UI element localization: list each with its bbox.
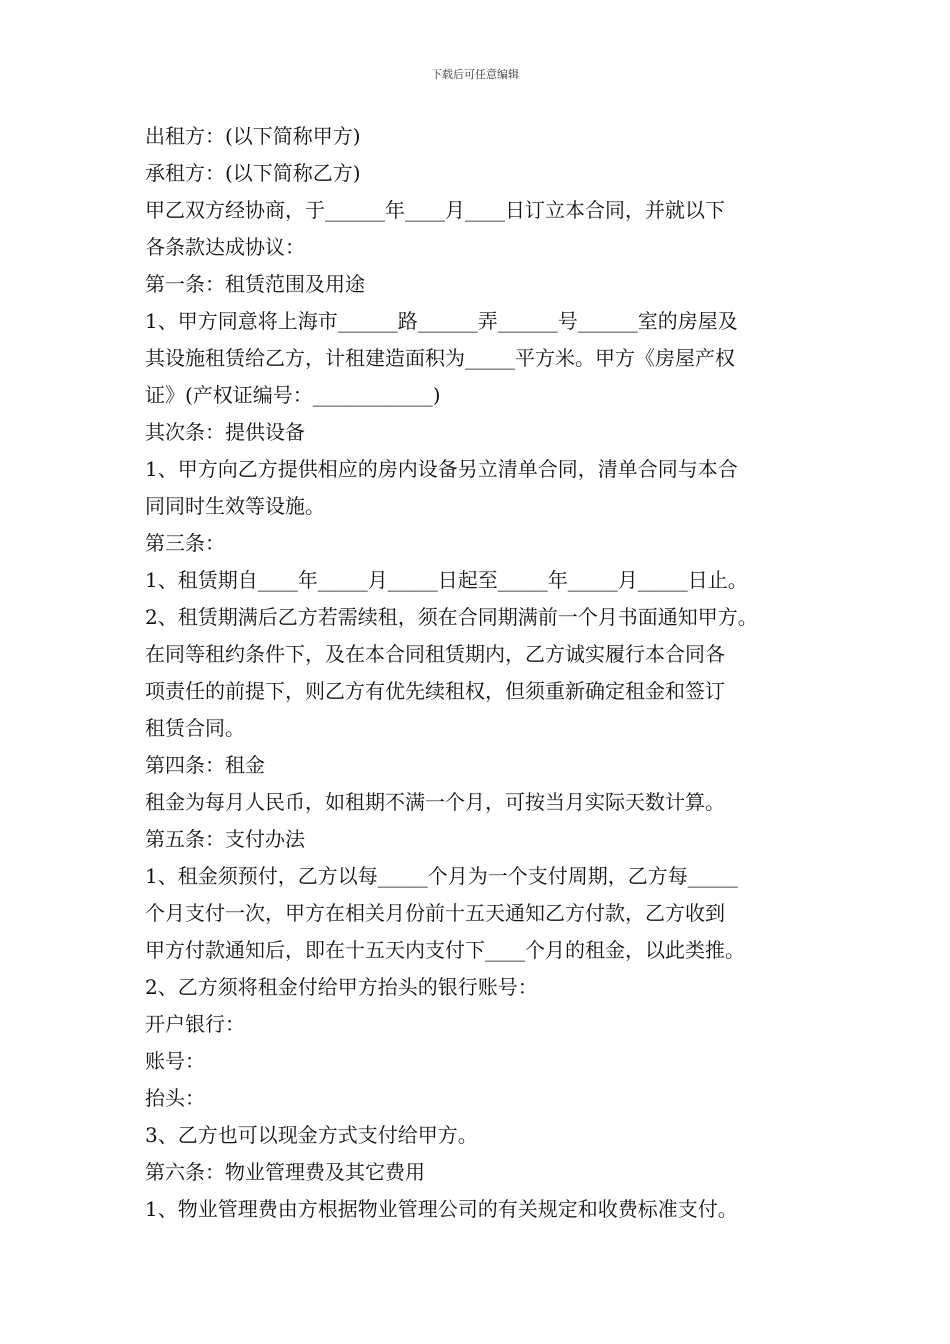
article-5-text: 甲方付款通知后，即在十五天内支付下____个月的租金，以此类推。 — [145, 938, 745, 962]
page-header: 下载后可任意编辑 — [431, 68, 519, 81]
lessor-line: 出租方：(以下简称甲方) — [145, 124, 361, 148]
article-5-text: 个月支付一次，甲方在相关月份前十五天通知乙方付款，乙方收到 — [145, 901, 725, 925]
article-5-text: 1、租金须预付，乙方以每_____个月为一个支付周期，乙方每_____ — [145, 864, 738, 888]
agreement-intro-line: 甲乙双方经协商，于______年____月____日订立本合同，并就以下 — [145, 198, 725, 222]
article-3-text: 在同等租约条件下，及在本合同租赁期内，乙方诚实履行本合同各 — [145, 642, 725, 666]
agreement-intro-line: 各条款达成协议： — [145, 235, 305, 259]
article-5-text: 3、乙方也可以现金方式支付给甲方。 — [145, 1123, 478, 1147]
article-2-heading: 其次条：提供设备 — [145, 420, 305, 444]
document-body — [145, 118, 835, 1228]
article-4-text: 租金为每月人民币，如租期不满一个月，可按当月实际天数计算。 — [145, 790, 725, 814]
article-6-text: 1、物业管理费由方根据物业管理公司的有关规定和收费标准支付。 — [145, 1197, 738, 1221]
account-number-line: 账号： — [145, 1049, 205, 1073]
article-4-heading: 第四条：租金 — [145, 753, 265, 777]
article-1-text: 证》(产权证编号：____________) — [145, 383, 441, 407]
article-1-text: 其设施租赁给乙方，计租建造面积为_____平方米。甲方《房屋产权 — [145, 346, 735, 370]
article-1-text: 1、甲方同意将上海市______路______弄______号______室的房屋及 — [145, 309, 738, 333]
article-3-text: 项责任的前提下，则乙方有优先续租权，但须重新确定租金和签订 — [145, 679, 725, 703]
lessee-line: 承租方：(以下简称乙方) — [145, 161, 361, 185]
article-2-text: 同同时生效等设施。 — [145, 494, 325, 518]
article-3-text: 2、租赁期满后乙方若需续租，须在合同期满前一个月书面通知甲方。 — [145, 605, 758, 629]
article-6-heading: 第六条：物业管理费及其它费用 — [145, 1160, 425, 1184]
article-3-heading: 第三条： — [145, 531, 225, 555]
bank-name-line: 开户银行： — [145, 1012, 245, 1036]
account-title-line: 抬头： — [145, 1086, 205, 1110]
article-3-text: 1、租赁期自____年_____月_____日起至_____年_____月_____日止。 — [145, 568, 748, 592]
article-2-text: 1、甲方向乙方提供相应的房内设备另立清单合同，清单合同与本合 — [145, 457, 738, 481]
article-5-heading: 第五条：支付办法 — [145, 827, 305, 851]
article-1-heading: 第一条：租赁范围及用途 — [145, 272, 365, 296]
article-5-text: 2、乙方须将租金付给甲方抬头的银行账号： — [145, 975, 538, 999]
article-3-text: 租赁合同。 — [145, 716, 245, 740]
